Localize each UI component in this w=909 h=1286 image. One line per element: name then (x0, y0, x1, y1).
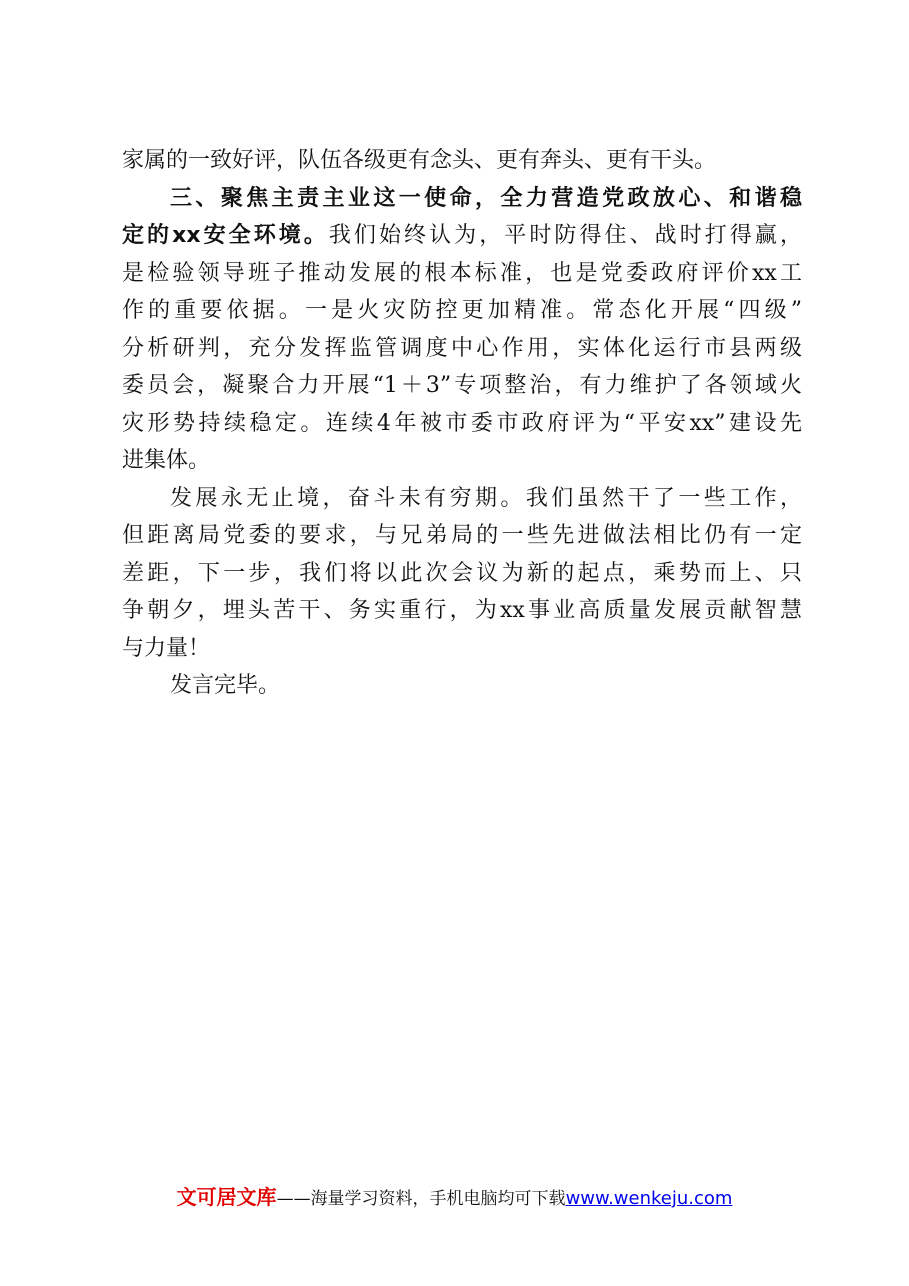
bold-text-segment: 三、聚焦主责主业这一使命，全力营造党政放心、和谐稳 (170, 185, 802, 211)
text-line (122, 217, 802, 255)
text-segment: 差距，下一步，我们将以此次会议为新的起点，乘势而上、只 (122, 560, 802, 586)
text-line (122, 330, 802, 368)
text-segment: 与力量！ (122, 635, 211, 661)
text-line (122, 255, 802, 293)
text-line (122, 630, 802, 668)
text-segment: 灾形势持续稳定。连续4年被市委市政府评为“平安xx”建设先 (122, 410, 802, 436)
text-segment: 分析研判，充分发挥监管调度中心作用，实体化运行市县两级 (122, 335, 802, 361)
text-segment: 发言完毕。 (170, 673, 281, 698)
text-segment: 但距离局党委的要求，与兄弟局的一些先进做法相比仍有一定 (122, 523, 802, 548)
footer-brand: 文可居文库 (176, 1185, 277, 1209)
bold-text-segment: 定的xx安全环境。 (122, 223, 329, 248)
text-segment: 家属的一致好评，队伍各级更有念头、更有奔头、更有干头。 (122, 148, 717, 173)
text-line (122, 517, 802, 555)
text-line (122, 442, 802, 480)
text-line (122, 555, 802, 593)
footer-link[interactable]: www.wenkeju.com (565, 1188, 733, 1209)
text-line (122, 405, 802, 443)
text-segment: 进集体。 (122, 448, 211, 473)
text-line (122, 667, 802, 705)
text-line (122, 367, 802, 405)
text-segment: 是检验领导班子推动发展的根本标准，也是党委政府评价xx工 (122, 260, 802, 286)
footer-banner (0, 1181, 909, 1210)
text-segment: 发展永无止境，奋斗未有穷期。我们虽然干了一些工作， (170, 485, 802, 511)
text-line (122, 180, 802, 218)
text-line (122, 142, 802, 180)
text-line (122, 292, 802, 330)
text-segment: 作的重要依据。一是火灾防控更加精准。常态化开展“四级” (122, 298, 802, 323)
text-line (122, 592, 802, 630)
text-segment: 委员会，凝聚合力开展“1＋3”专项整治，有力维护了各领域火 (122, 373, 802, 398)
text-segment: 我们始终认为，平时防得住、战时打得赢， (328, 223, 802, 248)
footer-slogan: ——海量学习资料，手机电脑均可下载 (276, 1189, 566, 1209)
document-body (122, 142, 802, 705)
text-segment: 争朝夕，埋头苦干、务实重行，为xx事业高质量发展贡献智慧 (122, 598, 802, 623)
text-line (122, 480, 802, 518)
